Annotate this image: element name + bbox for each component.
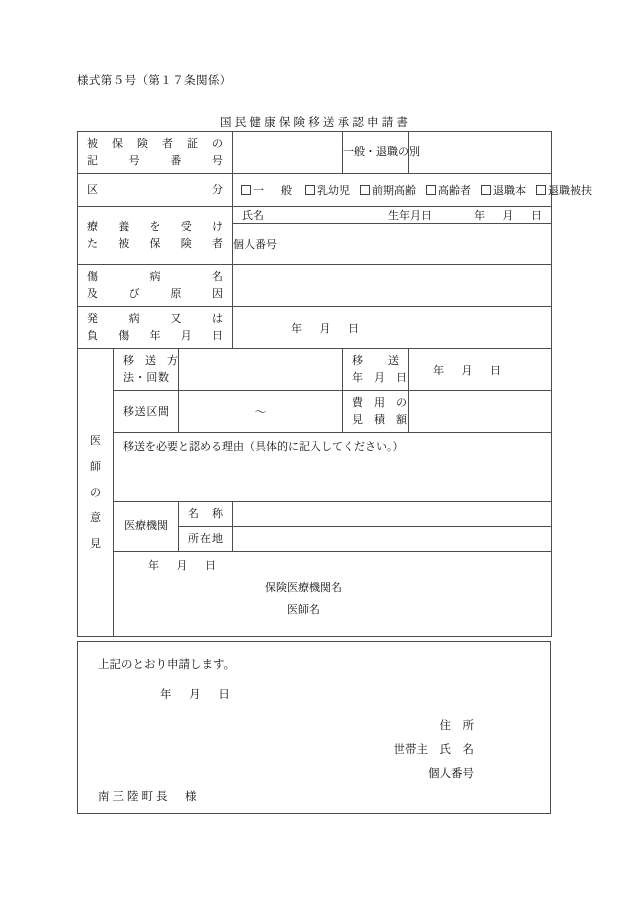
checkbox-label: 退職被扶 xyxy=(548,184,592,197)
insured-mynumber-cell[interactable] xyxy=(233,224,552,265)
declaration-date-fields[interactable] xyxy=(160,686,230,702)
table-row-category xyxy=(78,174,552,207)
birthdate-fields[interactable] xyxy=(474,207,542,223)
cost-estimate-label-line2: 見 積 額 xyxy=(352,412,407,426)
medical-institution-label-cell xyxy=(114,502,179,552)
table-row-doctor-signature xyxy=(78,552,552,637)
disease-label-line2: 及 び 原 因 xyxy=(87,286,223,300)
cost-estimate-value-cell[interactable] xyxy=(409,391,552,433)
insured-person-label-cell xyxy=(78,207,233,265)
checkbox-retired-main[interactable] xyxy=(481,182,526,198)
vertical-char-1: 医 xyxy=(90,433,101,447)
transport-year: 年 xyxy=(433,363,444,377)
checkbox-label: 高齢者 xyxy=(438,184,471,197)
transport-date-label-line1: 移 送 xyxy=(352,354,399,367)
doctor-opinion-vertical-label-cell xyxy=(78,349,114,637)
reason-cell[interactable] xyxy=(114,433,552,502)
transport-month: 月 xyxy=(461,363,473,377)
institution-name-value-cell[interactable] xyxy=(233,502,552,527)
checkbox-box-icon[interactable] xyxy=(536,185,546,195)
declaration-fields xyxy=(78,714,474,786)
signature-year: 年 xyxy=(148,559,159,572)
doctor-signature-cell[interactable] xyxy=(114,552,552,637)
insurance-type-label-cell xyxy=(343,132,420,174)
checkbox-box-icon[interactable] xyxy=(241,185,251,195)
category-options-cell xyxy=(233,174,592,207)
table-row-reason xyxy=(78,433,552,502)
declaration-date[interactable] xyxy=(160,686,230,702)
declaration-addressee: 南三陸町長 様 xyxy=(98,789,200,803)
declaration-statement: 上記のとおり申請します。 xyxy=(98,657,236,671)
institution-name-label-cell xyxy=(179,502,233,527)
transport-method-label-line1: 移 送 方 xyxy=(123,354,178,367)
birthdate-month: 月 xyxy=(502,209,514,222)
disease-label-cell xyxy=(78,265,233,307)
checkbox-label: 一 般 xyxy=(253,184,295,197)
disease-label-line1: 傷 病 名 xyxy=(87,270,223,283)
declaration-year: 年 xyxy=(160,687,172,701)
transport-section-label-cell xyxy=(114,391,179,433)
onset-day: 日 xyxy=(348,321,359,335)
onset-date-fields[interactable] xyxy=(291,320,359,336)
reason-label: 移送を必要と認める理由（具体的に記入してください。） xyxy=(123,440,404,453)
insured-person-label-line1: 療養を受け xyxy=(87,220,223,233)
institution-name-label: 名 称 xyxy=(188,507,223,521)
institution-address-label-cell xyxy=(179,527,233,552)
insurance-type-value-cell[interactable] xyxy=(409,132,552,174)
doctor-signature-date-fields[interactable] xyxy=(148,556,216,577)
table-row-insurance-card xyxy=(78,132,552,174)
checkbox-box-icon[interactable] xyxy=(305,185,315,195)
institution-address-value-cell[interactable] xyxy=(233,527,552,552)
birthdate-day: 日 xyxy=(531,209,542,222)
document-title: 国民健康保険移送承認申請書 xyxy=(220,115,412,129)
form-number: 様式第５号（第１７条関係） xyxy=(77,73,232,87)
vertical-char-4: 意 xyxy=(90,511,101,525)
insurance-institution-name-label: 保険医療機関名 xyxy=(265,580,342,594)
transport-date-value-cell[interactable] xyxy=(409,349,552,391)
transport-section-value-cell[interactable] xyxy=(179,391,343,433)
application-form-table xyxy=(77,131,592,637)
checkbox-infant[interactable] xyxy=(305,182,350,198)
table-row-insured-name xyxy=(78,207,552,224)
birthdate-year: 年 xyxy=(474,209,485,222)
onset-date-label-cell xyxy=(78,307,233,349)
declaration-mynumber-label: 個人番号 xyxy=(428,765,474,780)
insurance-card-label-cell xyxy=(78,132,233,174)
declaration-householder-name-label: 世帯主 氏 名 xyxy=(393,741,474,756)
insurance-card-label-line2: 記 号 番 号 xyxy=(87,153,223,167)
category-label: 区 分 xyxy=(87,183,223,197)
declaration-address-label: 住 所 xyxy=(439,718,474,732)
checkbox-early-elderly[interactable] xyxy=(360,182,416,198)
checkbox-box-icon[interactable] xyxy=(426,185,436,195)
checkbox-label: 乳幼児 xyxy=(317,184,350,197)
transport-date-label-line2: 年 月 日 xyxy=(352,370,407,384)
declaration-month: 月 xyxy=(189,687,201,701)
checkbox-general[interactable] xyxy=(241,182,295,198)
declaration-day: 日 xyxy=(218,687,230,701)
doctor-name-label: 医師名 xyxy=(287,602,320,616)
table-row-transport-method xyxy=(78,349,552,391)
onset-date-value-cell[interactable] xyxy=(233,307,552,349)
insured-name-label: 氏名 xyxy=(242,209,264,222)
transport-section-value: ～ xyxy=(254,405,267,419)
insured-person-label-line2: た被保険者 xyxy=(87,236,223,250)
insured-mynumber-label: 個人番号 xyxy=(233,238,277,251)
cost-estimate-label-line1: 費 用 の xyxy=(352,396,407,409)
category-label-cell xyxy=(78,174,233,207)
insured-name-cell[interactable] xyxy=(233,207,552,224)
transport-date-fields[interactable] xyxy=(433,362,501,378)
transport-date-label-cell xyxy=(343,349,409,391)
checkbox-box-icon[interactable] xyxy=(481,185,491,195)
transport-method-label-cell xyxy=(114,349,179,391)
vertical-char-2: 師 xyxy=(90,459,101,473)
table-row-transport-section xyxy=(78,391,552,433)
cost-estimate-label-cell xyxy=(343,391,409,433)
table-row-institution-name xyxy=(78,502,552,527)
checkbox-label: 前期高齢 xyxy=(372,184,416,197)
vertical-char-3: の xyxy=(90,485,101,499)
medical-institution-label: 医療機関 xyxy=(124,519,168,533)
transport-method-value-cell[interactable] xyxy=(179,349,343,391)
checkbox-elderly[interactable] xyxy=(426,182,471,198)
onset-date-label-line1: 発 病 又 は xyxy=(87,312,223,325)
signature-day: 日 xyxy=(205,559,216,572)
insurance-card-label-line1: 被保険者証の xyxy=(87,137,223,150)
onset-month: 月 xyxy=(319,321,331,335)
onset-year: 年 xyxy=(291,321,302,335)
transport-day: 日 xyxy=(490,363,501,377)
insurance-type-label: 一般・退職の別 xyxy=(343,145,420,159)
disease-value-cell[interactable] xyxy=(233,265,552,307)
checkbox-box-icon[interactable] xyxy=(360,185,370,195)
vertical-char-5: 見 xyxy=(90,537,101,551)
institution-address-label: 所在地 xyxy=(188,532,223,546)
doctor-opinion-vertical-label xyxy=(78,428,113,557)
checkbox-label: 退職本 xyxy=(493,184,526,197)
insurance-card-value-cell[interactable] xyxy=(233,132,343,174)
table-row-disease xyxy=(78,265,552,307)
doctor-signature-date[interactable] xyxy=(114,556,551,577)
birthdate-label: 生年月日 xyxy=(388,209,432,222)
table-row-onset-date xyxy=(78,307,552,349)
checkbox-retired-dependent[interactable] xyxy=(536,182,592,198)
signature-month: 月 xyxy=(176,559,188,572)
transport-section-label: 移送区間 xyxy=(123,404,169,418)
declaration-box xyxy=(77,641,551,814)
onset-date-label-line2: 負 傷 年 月 日 xyxy=(87,328,223,342)
transport-method-label-line2: 法・回数 xyxy=(123,370,169,384)
